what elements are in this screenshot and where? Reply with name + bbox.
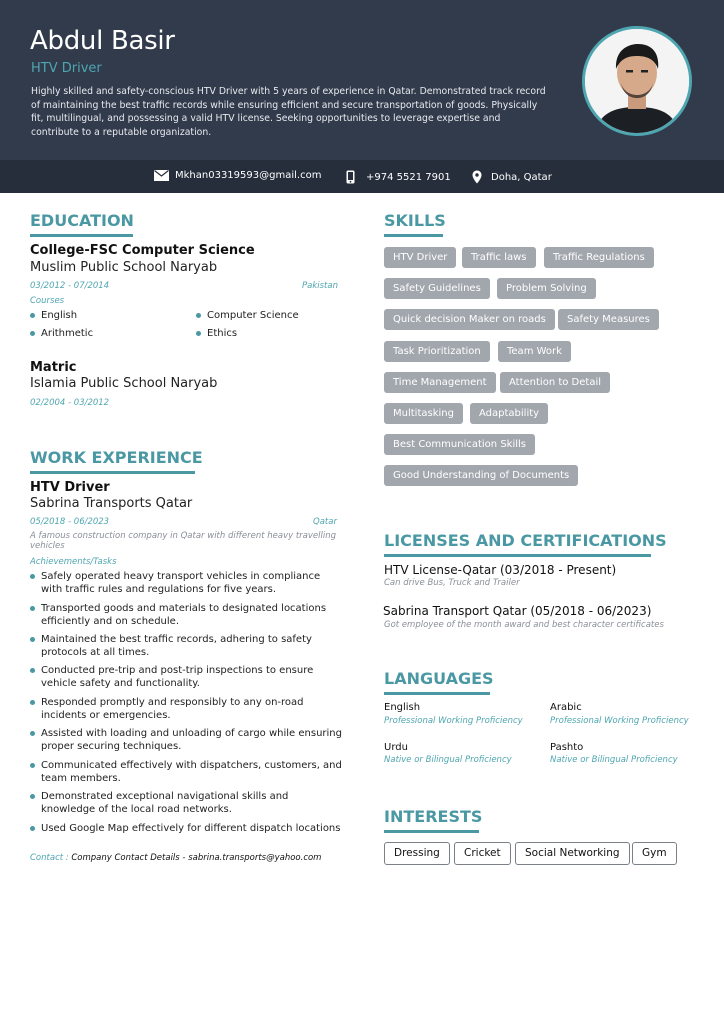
interests-heading-text: INTERESTS	[384, 807, 483, 826]
skills-heading-text: SKILLS	[384, 211, 446, 230]
education-date-2: 02/2004 - 03/2012	[30, 398, 110, 408]
achievement-item: Transported goods and materials to designated locations efficiently and on schedule.	[30, 602, 342, 628]
work-heading-text: WORK EXPERIENCE	[30, 448, 203, 467]
skill-tag: Good Understanding of Documents	[384, 465, 578, 486]
language-level: Native or Bilingual Proficiency	[384, 755, 512, 765]
interest-tag: Cricket	[454, 842, 511, 865]
skill-tag: Traffic laws	[462, 247, 536, 268]
email-text: Mkhan03319593@gmail.com	[175, 170, 322, 181]
achievement-item: Maintained the best traffic records, adhering to safety protocols at all times.	[30, 633, 342, 659]
language-name: Arabic	[550, 702, 582, 713]
courses-label: Courses	[30, 296, 65, 306]
interest-tag: Dressing	[384, 842, 450, 865]
achievements-label: Achievements/Tasks	[30, 557, 117, 567]
education-heading	[30, 211, 134, 230]
course-item: Computer Science	[196, 310, 299, 321]
contact-bar	[0, 160, 724, 193]
company-contact-label: Contact :	[30, 853, 69, 863]
skill-tag: Traffic Regulations	[544, 247, 654, 268]
candidate-role: HTV Driver	[31, 61, 102, 76]
work-heading	[30, 448, 203, 467]
education-school-2: Islamia Public School Naryab	[30, 376, 218, 391]
skill-tag: Task Prioritization	[384, 341, 490, 362]
achievement-item: Conducted pre-trip and post-trip inspections to ensure vehicle safety and functionality.	[30, 664, 342, 690]
achievement-item: Safely operated heavy transport vehicles in compliance with traffic rules and regulations for five years.	[30, 570, 342, 596]
interest-tag: Social Networking	[515, 842, 630, 865]
languages-heading	[384, 669, 494, 688]
skill-tag: Quick decision Maker on roads	[384, 309, 555, 330]
location-text: Doha, Qatar	[491, 171, 552, 183]
work-heading-underline	[30, 471, 195, 474]
job-title: HTV Driver	[30, 480, 110, 495]
education-title-2: Matric	[30, 360, 77, 375]
course-item: Arithmetic	[30, 328, 93, 339]
achievement-item: Communicated effectively with dispatchers, customers, and team members.	[30, 759, 342, 785]
skills-heading	[384, 211, 446, 230]
skill-tag: Attention to Detail	[500, 372, 610, 393]
job-company: Sabrina Transports Qatar	[30, 496, 193, 511]
job-location: Qatar	[313, 517, 337, 527]
skill-tag: Multitasking	[384, 403, 463, 424]
interest-tag: Gym	[632, 842, 677, 865]
phone-icon	[346, 170, 355, 184]
languages-heading-text: LANGUAGES	[384, 669, 494, 688]
job-description: A famous construction company in Qatar with different heavy travelling vehicles	[30, 531, 336, 551]
professional-summary: Highly skilled and safety-conscious HTV Driver with 5 years of experience in Qatar. Demonstrated track record of maintaining the best traffic records while ensuring efficient and secure transportation of goods. Physically fit, multilingual, and possessing a valid HTV license. Seeking opportunities to leverage expertise and contribute to a reputable organization.	[31, 86, 546, 138]
skill-tag: Safety Measures	[558, 309, 659, 330]
education-heading-underline	[30, 234, 133, 237]
licenses-heading	[384, 531, 667, 550]
license-title-1: HTV License-Qatar (03/2018 - Present)	[384, 563, 617, 577]
education-school-1: Muslim Public School Naryab	[30, 260, 218, 275]
language-level: Professional Working Proficiency	[550, 716, 689, 726]
location-contact	[472, 170, 552, 184]
education-location-1: Pakistan	[302, 281, 338, 291]
skill-tag: Safety Guidelines	[384, 278, 490, 299]
interests-heading	[384, 807, 482, 826]
resume-header	[0, 0, 724, 160]
achievement-item: Used Google Map effectively for different dispatch locations	[30, 822, 342, 835]
profile-photo-image	[585, 29, 689, 133]
company-contact-text: Company Contact Details - sabrina.transports@yahoo.com	[71, 853, 322, 863]
language-name: Urdu	[384, 742, 408, 753]
education-title-1: College-FSC Computer Science	[30, 243, 255, 258]
licenses-heading-underline	[384, 554, 651, 557]
course-item: Ethics	[196, 328, 237, 339]
language-name: Pashto	[550, 742, 584, 753]
interests-heading-underline	[384, 830, 479, 833]
languages-heading-underline	[384, 692, 490, 695]
skill-tag: Team Work	[498, 341, 571, 362]
license-desc-2: Got employee of the month award and best character certificates	[384, 620, 664, 630]
license-desc-1: Can drive Bus, Truck and Trailer	[384, 578, 520, 588]
job-date: 05/2018 - 06/2023	[30, 517, 110, 527]
skill-tag: Adaptability	[470, 403, 548, 424]
language-level: Professional Working Proficiency	[384, 716, 523, 726]
language-level: Native or Bilingual Proficiency	[550, 755, 678, 765]
achievement-item: Assisted with loading and unloading of cargo while ensuring proper securing techniques.	[30, 727, 342, 753]
envelope-icon	[154, 170, 169, 181]
education-date-1: 03/2012 - 07/2014	[30, 281, 110, 291]
phone-contact[interactable]	[346, 170, 451, 184]
skill-tag: Time Management	[384, 372, 496, 393]
candidate-name: Abdul Basir	[30, 26, 175, 56]
language-name: English	[384, 702, 421, 713]
licenses-heading-text: LICENSES AND CERTIFICATIONS	[384, 531, 667, 550]
email-contact[interactable]	[154, 170, 321, 181]
skill-tag: Best Communication Skills	[384, 434, 535, 455]
course-item: English	[30, 310, 77, 321]
company-contact	[30, 853, 321, 863]
skills-heading-underline	[384, 234, 443, 237]
achievement-item: Demonstrated exceptional navigational skills and knowledge of the local road networks.	[30, 790, 342, 816]
skill-tag: HTV Driver	[384, 247, 456, 268]
profile-photo	[582, 26, 692, 136]
achievement-item: Responded promptly and responsibly to any on-road incidents or emergencies.	[30, 696, 342, 722]
phone-text: +974 5521 7901	[366, 171, 451, 183]
license-title-2: Sabrina Transport Qatar (05/2018 - 06/2023)	[383, 604, 652, 618]
education-heading-text: EDUCATION	[30, 211, 134, 230]
skill-tag: Problem Solving	[497, 278, 596, 299]
location-pin-icon	[472, 170, 482, 184]
